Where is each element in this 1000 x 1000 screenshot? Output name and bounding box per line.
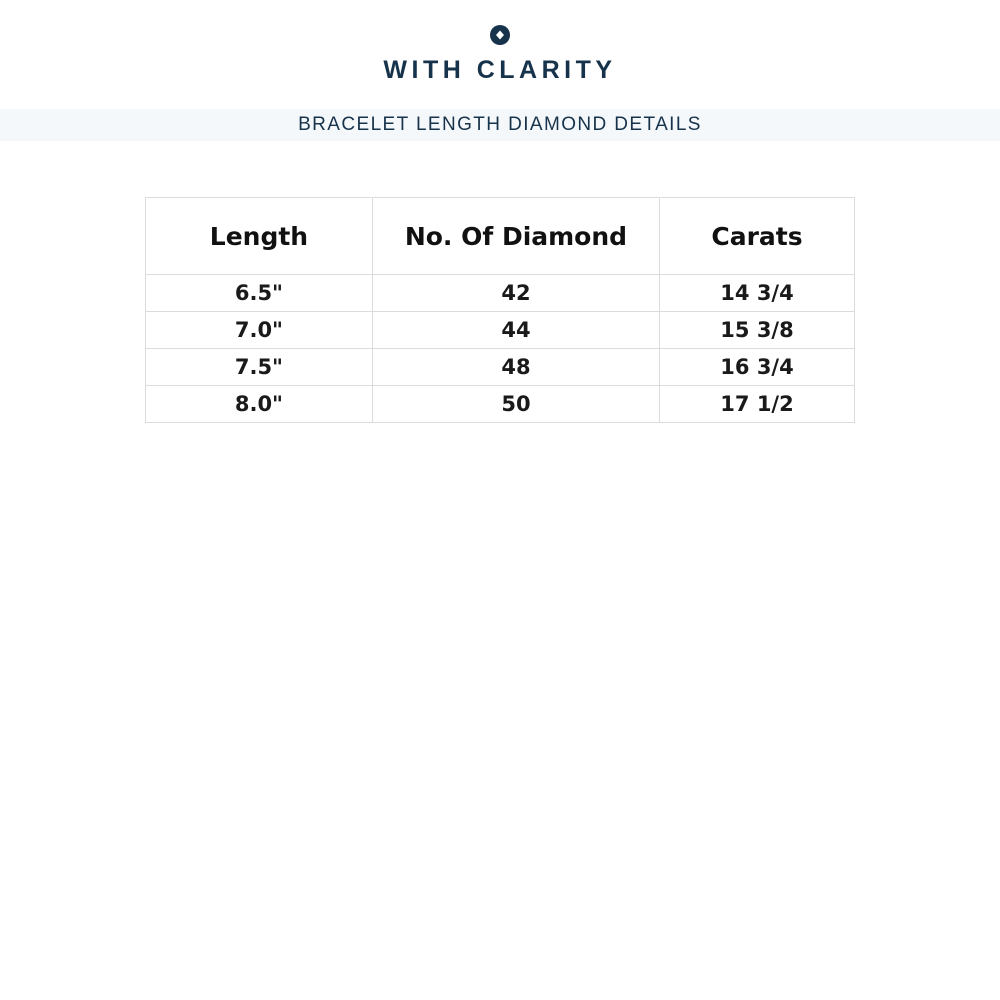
cell-length: 7.5" (146, 349, 373, 386)
table-row (146, 349, 855, 386)
cell-carats: 17 1/2 (660, 386, 855, 423)
cell-no-of-diamond: 50 (372, 386, 659, 423)
title-band (0, 109, 1000, 141)
cell-carats: 15 3/8 (660, 312, 855, 349)
cell-no-of-diamond: 42 (372, 275, 659, 312)
brand-header (0, 0, 1000, 83)
page-title: BRACELET LENGTH DIAMOND DETAILS (298, 114, 702, 135)
cell-carats: 16 3/4 (660, 349, 855, 386)
table-row (146, 386, 855, 423)
diamond-dot-icon (489, 24, 511, 46)
table-row (146, 312, 855, 349)
table-row (146, 275, 855, 312)
cell-carats: 14 3/4 (660, 275, 855, 312)
table-header-row (146, 198, 855, 275)
cell-no-of-diamond: 44 (372, 312, 659, 349)
cell-no-of-diamond: 48 (372, 349, 659, 386)
cell-length: 6.5" (146, 275, 373, 312)
spec-table-wrapper (145, 197, 855, 423)
cell-length: 7.0" (146, 312, 373, 349)
cell-length: 8.0" (146, 386, 373, 423)
column-header-length: Length (146, 198, 373, 275)
bracelet-length-table (145, 197, 855, 423)
column-header-no-of-diamond: No. Of Diamond (372, 198, 659, 275)
brand-name: WITH CLARITY (383, 56, 617, 84)
column-header-carats: Carats (660, 198, 855, 275)
